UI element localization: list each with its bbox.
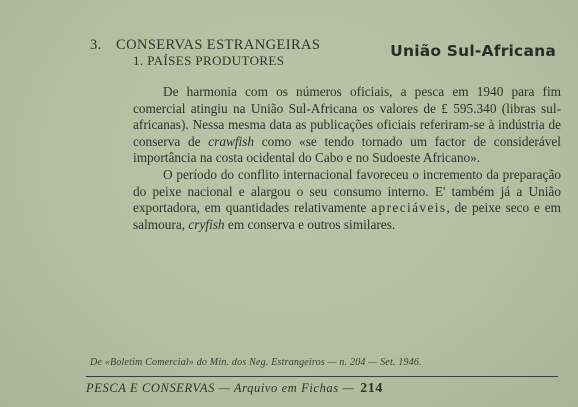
section-number: 3. — [90, 37, 102, 53]
body-text — [133, 84, 561, 233]
paragraph-2-part-1: O período do conflito internacional favoreceu o incremento da preparação do peixe nacional e alargou o seu consumo interno. E' também já a União exportadora, em quantidades relativamente — [133, 166, 561, 216]
section-title: CONSERVAS ESTRANGEIRAS — [116, 37, 321, 53]
country-title: União Sul-Africana — [390, 42, 556, 60]
paragraph-1 — [133, 84, 561, 167]
paragraph-1-part-1: De harmonia com os números oficiais, a pesca em 1940 para fim comercial atingiu na União Sul-Africana os valores de £ 595.340 (libras sul-africanas). Nessa mesma data as publicações oficiais referiram-se à indústria de conserva de — [133, 84, 561, 149]
source-note: De «Boletim Comercial» do Min. dos Neg. Estrangeiros — n. 204 — Set. 1946. — [90, 357, 422, 368]
paragraph-1-term: crawfish — [208, 133, 255, 149]
paragraph-1-part-2: como «se tendo tornado um factor de considerável importância na costa ocidental do Cabo e no Sudoeste Africano». — [133, 133, 561, 166]
paragraph-2-emphasis: apreciáveis — [371, 200, 447, 216]
page-number: 214 — [360, 381, 383, 396]
paragraph-2-part-3: em conserva e outros similares. — [224, 216, 396, 232]
paragraph-2-term: cryfish — [188, 216, 225, 232]
section-subtitle: 1. PAÍSES PRODUTORES — [133, 53, 285, 68]
footer-divider — [86, 376, 558, 377]
footer-text: PESCA E CONSERVAS — Arquivo em Fichas — — [86, 381, 355, 395]
footer — [86, 381, 383, 397]
section-heading — [90, 37, 320, 54]
paragraph-2-part-2: , de peixe seco e em salmoura, — [133, 200, 561, 232]
paragraph-2 — [133, 167, 561, 233]
